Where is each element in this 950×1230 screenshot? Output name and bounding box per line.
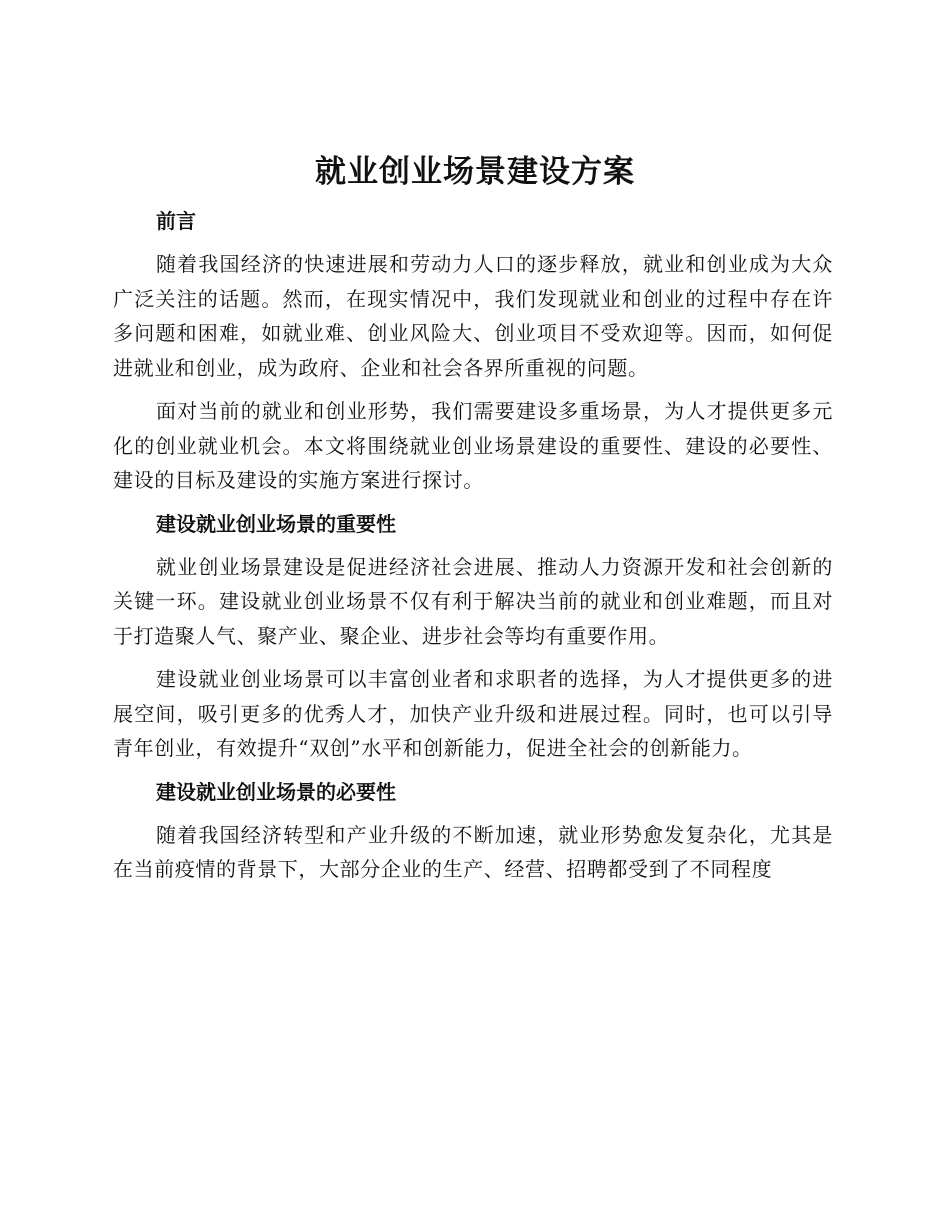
body-paragraph: 就业创业场景建设是促进经济社会进展、推动人力资源开发和社会创新的关键一环。建设就业创业场景不仅有利于解决当前的就业和创业难题，而且对于打造聚人气、聚产业、聚企业、进步社会等均有重要作用。 (113, 554, 833, 648)
body-paragraph: 随着我国经济转型和产业升级的不断加速，就业形势愈发复杂化，尤其是在当前疫情的背景下，大部分企业的生产、经营、招聘都受到了不同程度 (113, 822, 833, 881)
section-necessity (113, 775, 833, 887)
body-paragraph: 建设就业创业场景可以丰富创业者和求职者的选择，为人才提供更多的进展空间，吸引更多的优秀人才，加快产业升级和进展过程。同时，也可以引导青年创业，有效提升“双创”水平和创新能力，促进全社会的创新能力。 (113, 667, 833, 760)
section-heading: 前言 (156, 209, 196, 233)
section-preface (113, 204, 833, 498)
document-body (113, 204, 833, 896)
section-heading: 建设就业创业场景的重要性 (156, 511, 396, 536)
document-title: 就业创业场景建设方案 (315, 154, 635, 190)
body-paragraph: 面对当前的就业和创业形势，我们需要建设多重场景，为人才提供更多元化的创业就业机会。本文将围绕就业创业场景建设的重要性、建设的必要性、建设的目标及建设的实施方案进行探讨。 (113, 399, 833, 492)
section-importance (113, 507, 833, 766)
body-paragraph: 随着我国经济的快速进展和劳动力人口的逐步释放，就业和创业成为大众广泛关注的话题。然而，在现实情况中，我们发现就业和创业的过程中存在许多问题和困难，如就业难、创业风险大、创业项目不受欢迎等。因而，如何促进就业和创业，成为政府、企业和社会各界所重视的问题。 (113, 252, 833, 380)
section-heading: 建设就业创业场景的必要性 (156, 779, 396, 804)
